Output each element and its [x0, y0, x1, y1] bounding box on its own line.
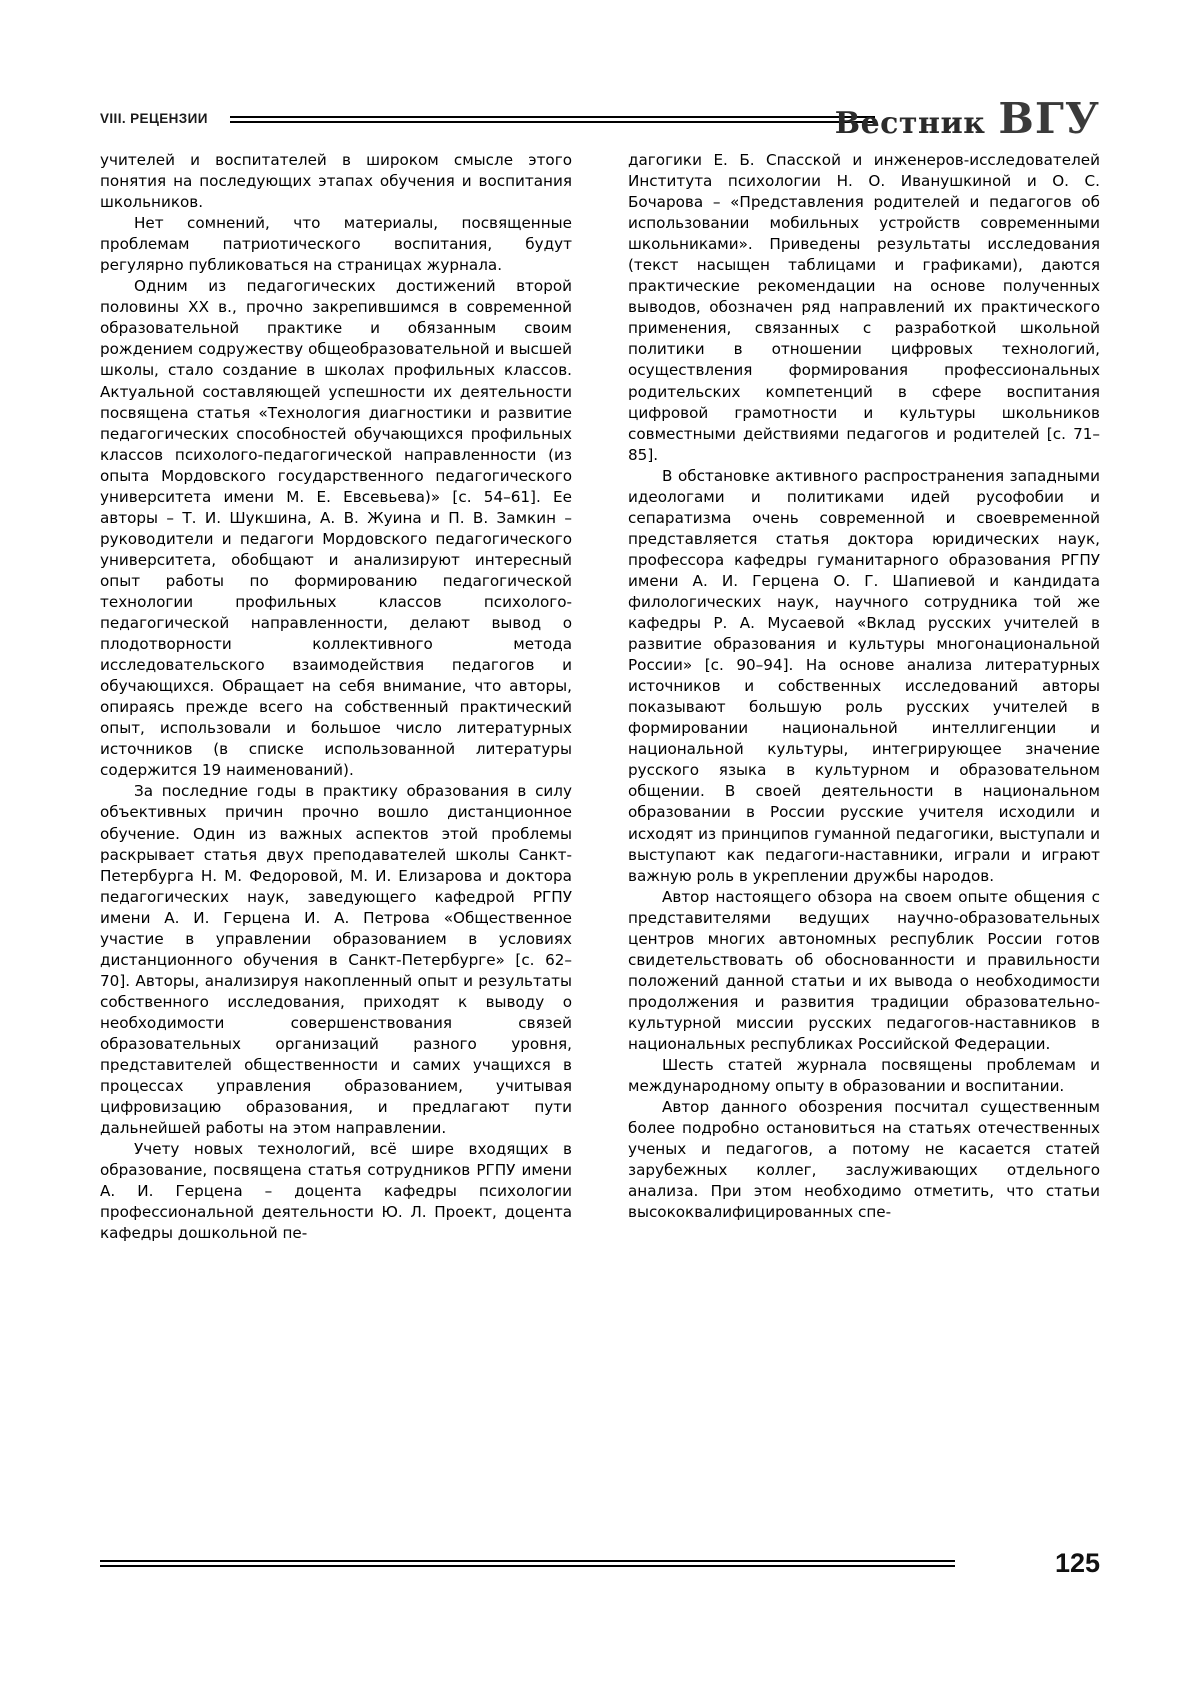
paragraph: Одним из педагогических достижений второй половины XX в., прочно закрепившимся в современной образовательной практике и обязанным своим рождением содружеству общеобразовательной и высшей школы, стало создание в школах профильных классов. Актуальной составляющей успешности их деятельности посвящена статья «Технология диагностики и развитие педагогических способностей обучающихся профильных классов психолого-педагогической направленности (из опыта Мордовского государственного педагогического университета имени М. Е. Евсевьева)» [с. 54–61]. Ее авторы – Т. И. Шукшина, А. В. Жуина и П. В. Замкин – руководители и педагоги Мордовского педагогического университета, обобщают и анализируют интересный опыт работы по формированию педагогической технологии профильных классов психолого-педагогической направленности, делают вывод о плодотворности коллективного метода исследовательского взаимодействия педагогов и обучающихся. Обращает на себя внимание, что авторы, опираясь прежде всего на собственный практический опыт, использовали и большое число литературных источников (в списке использованной литературы содержится 19 наименований). — [100, 277, 572, 780]
header-divider-rules — [230, 116, 875, 124]
article-body — [100, 150, 1100, 1244]
journal-masthead — [834, 94, 1100, 143]
page-header — [100, 94, 1100, 146]
page-number: 125 — [1054, 1548, 1100, 1578]
page-footer — [100, 1548, 1100, 1588]
journal-title-primary: Вестник — [834, 106, 986, 141]
paragraph: Шесть статей журнала посвящены проблемам и международному опыту в образовании и воспитании. — [628, 1056, 1100, 1096]
journal-title-secondary: ВГУ — [998, 94, 1100, 143]
section-label: VIII. РЕЦЕНЗИИ — [100, 111, 208, 126]
paragraph: Учету новых технологий, всё шире входящих в образование, посвящена статья сотрудников РГПУ имени А. И. Герцена – доцента кафедры психологии профессиональной деятельности Ю. Л. Проект, доцента кафедры дошкольной пе- — [100, 1140, 572, 1243]
paragraph: Автор данного обозрения посчитал существенным более подробно остановиться на статьях отечественных ученых и педагогов, а потому не касается статей зарубежных коллег, заслуживающих отдельного анализа. При этом необходимо отметить, что статьи высококвалифицированных спе- — [628, 1098, 1100, 1222]
paragraph: дагогики Е. Б. Спасской и инженеров-исследователей Института психологии Н. О. Иванушкиной и О. С. Бочарова – «Представления родителей и педагогов об использовании мобильных устройств современными школьниками». Приведены результаты исследования (текст насыщен таблицами и графиками), даются практические рекомендации на основе полученных выводов, обозначен ряд направлений их практического применения, связанных с разработкой школьной политики в отношении цифровых технологий, осуществления формирования профессиональных родительских компетенций в сфере воспитания цифровой грамотности и культуры школьников совместными действиями педагогов и родителей [с. 71–85]. — [628, 151, 1100, 464]
paragraph: За последние годы в практику образования в силу объективных причин прочно вошло дистанционное обучение. Один из важных аспектов этой проблемы раскрывает статья двух преподавателей школы Санкт-Петербурга Н. М. Федоровой, М. И. Елизарова и доктора педагогических наук, заведующего кафедрой РГПУ имени А. И. Герцена И. А. Петрова «Общественное участие в управлении образованием в условиях дистанционного обучения в Санкт-Петербурге» [с. 62–70]. Авторы, анализируя накопленный опыт и результаты собственного исследования, приходят к выводу о необходимости совершенствования связей образовательных организаций разного уровня, представителей общественности и самих учащихся в процессах управления образованием, учитывая цифровизацию образования, и предлагают пути дальнейшей работы на этом направлении. — [100, 782, 572, 1138]
paragraph: Нет сомнений, что материалы, посвященные проблемам патриотического воспитания, будут регулярно публиковаться на страницах журнала. — [100, 214, 572, 275]
paragraph: В обстановке активного распространения западными идеологами и политиками идей русофобии и сепаратизма очень современной и своевременной представляется статья доктора юридических наук, профессора кафедры гуманитарного образования РГПУ имени А. И. Герцена О. Г. Шапиевой и кандидата филологических наук, научного сотрудника той же кафедры Р. А. Мусаевой «Вклад русских учителей в развитие образования и культуры многонациональной России» [с. 90–94]. На основе анализа литературных источников и собственных исследований авторы показывают большую роль русских учителей в формировании национальной интеллигенции и национальной культуры, интегрирующее значение русского языка в культурном и образовательном общении. В своей деятельности в национальном образовании в России русские учителя исходили и исходят из принципов гуманной педагогики, выступали и выступают как педагоги-наставники, играли и играют важную роль в укреплении дружбы народов. — [628, 466, 1100, 885]
paragraph: учителей и воспитателей в широком смысле этого понятия на последующих этапах обучения и воспитания школьников. — [100, 151, 572, 212]
footer-divider-rules — [100, 1560, 955, 1568]
paragraph: Автор настоящего обзора на своем опыте общения с представителями ведущих научно-образовательных центров многих автономных республик России готов свидетельствовать об обоснованности и правильности положений данной статьи и их вывода о необходимости продолжения и развития традиции образовательно-культурной миссии русских педагогов-наставников в национальных республиках Российской Федерации. — [628, 887, 1100, 1053]
column-right — [628, 150, 1100, 1244]
column-left — [100, 150, 572, 1244]
